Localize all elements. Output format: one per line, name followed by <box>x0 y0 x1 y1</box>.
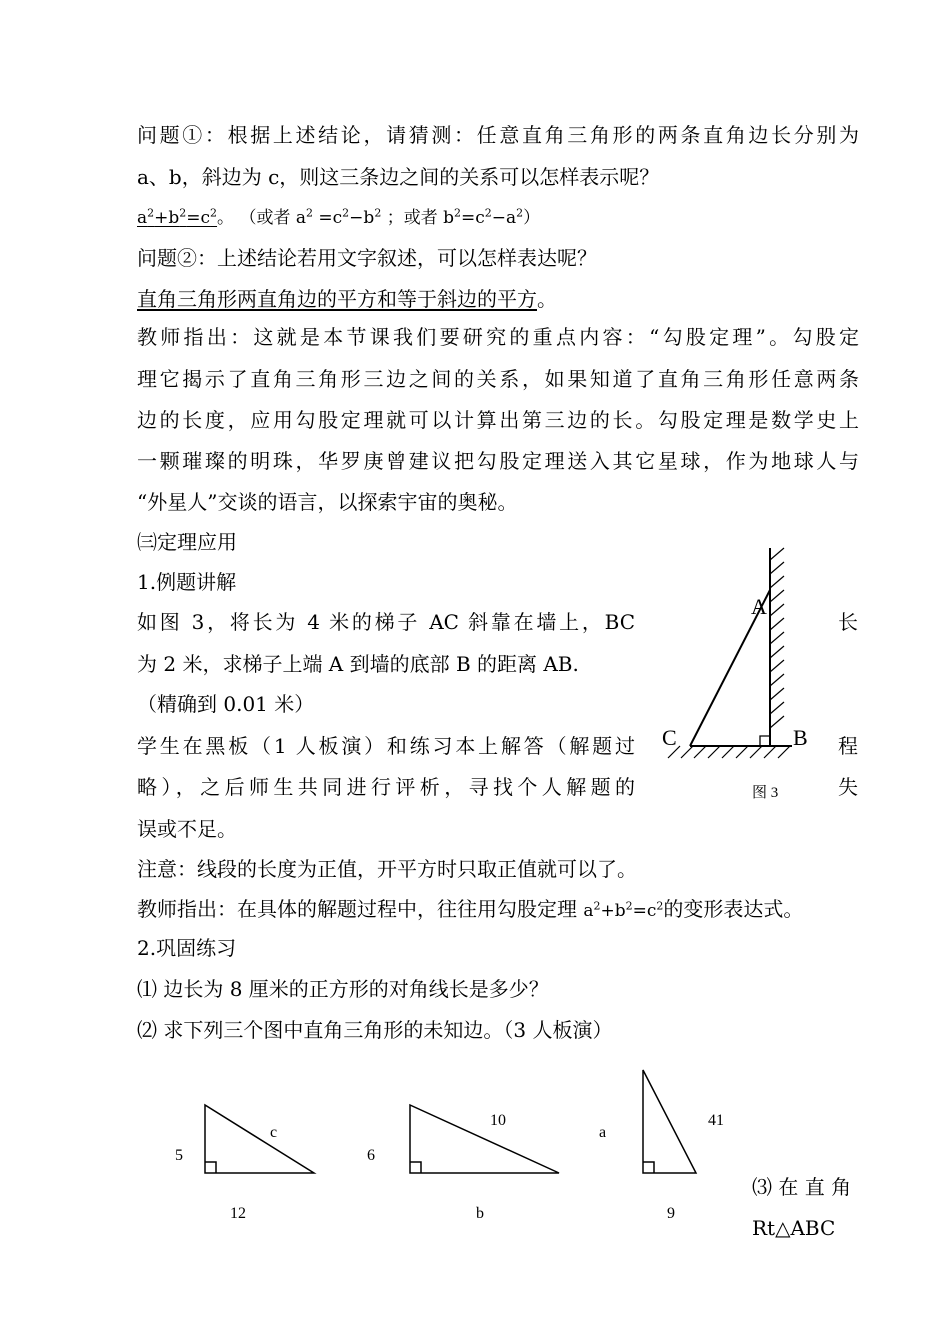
example-line-6: 误或不足。 <box>137 817 237 841</box>
tri3-vertical: a <box>599 1124 607 1141</box>
tri1-hypotenuse: c <box>270 1124 278 1141</box>
tri2-vertical: 6 <box>367 1147 375 1164</box>
q1-line-2: a、b，斜边为 c，则这三条边之间的关系可以怎样表示呢？ <box>137 165 660 189</box>
tri1-base: 12 <box>230 1205 246 1222</box>
alt-formula-2: ；或者 $b^2=c^2-a^2$） <box>381 206 541 228</box>
alt-formula-1: （或者 $a^2 =c^2-b^2$ <box>239 206 382 228</box>
practice-ex-3-line-1: ⑶ 在 直 角 <box>752 1175 852 1199</box>
label-b: B <box>793 725 808 750</box>
triangle-3 <box>643 1070 696 1173</box>
formula-line: $a^2+b^2=c^2$。 （或者 $a^2 =c^2-b^2$ ；或者 $b^2=c^2-a^2$） <box>137 206 541 228</box>
label-a: A <box>751 594 767 619</box>
teacher1-line-2: 理它揭示了直角三角形三边之间的关系，如果知道了直角三角形任意两条 <box>137 367 859 391</box>
practice-ex-1: ⑴ 边长为 8 厘米的正方形的对角线长是多少？ <box>137 977 549 1001</box>
label-c: C <box>662 725 677 750</box>
ground-hatching <box>668 746 790 758</box>
teacher2-line: 教师指出：在具体的解题过程中，往往用勾股定理 $a^2+b^2=c^2$的变形表达式。 <box>137 897 804 921</box>
teacher1-line-3: 边的长度，应用勾股定理就可以计算出第三边的长。勾股定理是数学史上 <box>137 408 859 432</box>
example-heading: 1.例题讲解 <box>137 570 237 594</box>
q1-line-1: 问题①：根据上述结论，请猜测：任意直角三角形的两条直角边长分别为 <box>137 123 859 147</box>
triangle-1 <box>205 1105 314 1173</box>
triangle-1-right-angle <box>205 1162 216 1173</box>
example-line-3: （精确到 0.01 米） <box>137 692 315 716</box>
practice-ex-2: ⑵ 求下列三个图中直角三角形的未知边。（3 人板演） <box>137 1018 613 1042</box>
teacher1-line-5: “外星人”交谈的语言，以探索宇宙的奥秘。 <box>137 490 518 514</box>
right-angle-mark <box>760 736 770 746</box>
q2-answer-line: 直角三角形两直角边的平方和等于斜边的平方。 <box>137 287 557 311</box>
wrap-char-3: 失 <box>838 775 858 799</box>
practice-triangles <box>150 1060 750 1180</box>
figure-3-caption: 图 3 <box>752 785 779 801</box>
tri1-vertical: 5 <box>175 1147 183 1164</box>
teacher1-line-4: 一颗璀璨的明珠，华罗庚曾建议把勾股定理送入其它星球，作为地球人与 <box>137 449 859 473</box>
wrap-char-2: 程 <box>838 734 858 758</box>
q2-answer: 直角三角形两直角边的平方和等于斜边的平方 <box>137 287 537 311</box>
example-line-4: 学生在黑板（1 人板演）和练习本上解答（解题过 <box>137 734 635 758</box>
section3-title: ㈢定理应用 <box>137 530 237 554</box>
example-line-1: 如图 3，将长为 4 米的梯子 AC 斜靠在墙上，BC <box>137 610 635 634</box>
q2-line-1: 问题②：上述结论若用文字叙述，可以怎样表达呢？ <box>137 246 597 270</box>
tri2-base: b <box>476 1205 484 1222</box>
triangle-2-right-angle <box>410 1162 421 1173</box>
teacher1-line-1: 教师指出：这就是本节课我们要研究的重点内容：“勾股定理”。勾股定 <box>137 325 859 349</box>
tri2-hypotenuse: 10 <box>490 1112 506 1129</box>
practice-ex-3-line-2: Rt△ABC <box>752 1216 836 1240</box>
wall-hatching <box>770 548 784 728</box>
figure-3-ladder <box>650 540 840 810</box>
tri3-base: 9 <box>667 1205 675 1222</box>
wrap-char-1: 长 <box>838 610 858 634</box>
tri3-hypotenuse: 41 <box>708 1112 724 1129</box>
note-line: 注意：线段的长度为正值，开平方时只取正值就可以了。 <box>137 857 637 881</box>
practice-heading: 2.巩固练习 <box>137 936 237 960</box>
triangle-2 <box>410 1105 559 1173</box>
example-line-5: 略），之后师生共同进行评析，寻找个人解题的 <box>137 775 635 799</box>
formula-inline: $a^2+b^2=c^2$ <box>583 899 664 921</box>
example-line-2: 为 2 米，求梯子上端 A 到墙的底部 B 的距离 AB. <box>137 652 579 676</box>
pythagorean-formula: $a^2+b^2=c^2$ <box>137 206 218 228</box>
triangle-3-right-angle <box>643 1162 654 1173</box>
